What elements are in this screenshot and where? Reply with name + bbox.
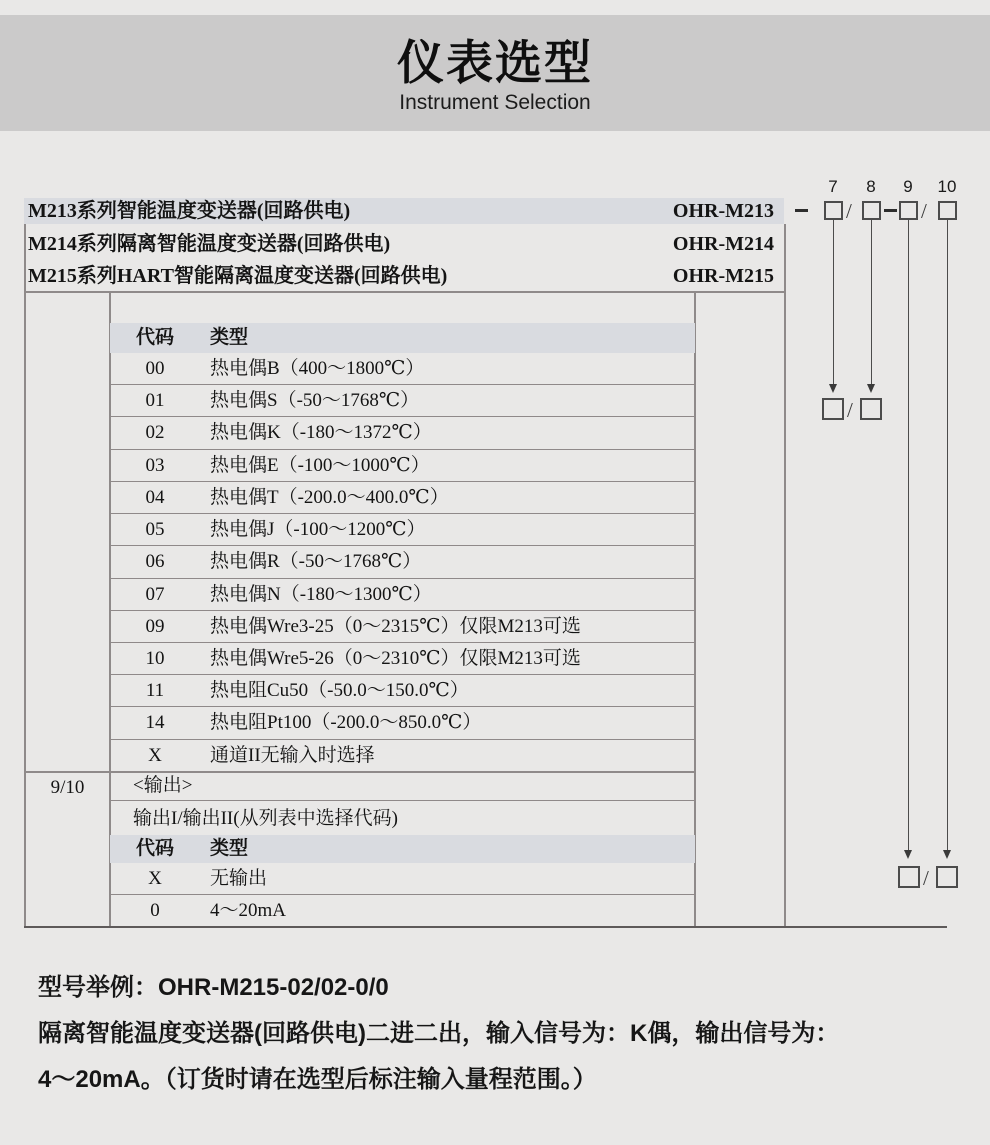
code-box-8 xyxy=(862,201,881,220)
output-description: 输出I/输出II(从列表中选择代码) xyxy=(133,807,398,829)
code-cell: 03 xyxy=(145,454,165,476)
table-row xyxy=(110,643,695,675)
code-cell: 02 xyxy=(145,422,165,444)
table-row xyxy=(110,863,695,895)
code-cell: 00 xyxy=(145,358,165,379)
position-number-10: 10 xyxy=(937,177,957,196)
outer-right-line xyxy=(784,224,786,927)
type-cell: 4～20mA xyxy=(210,899,287,921)
type-cell: 通道II无输入时选择 xyxy=(210,744,375,766)
selection-table xyxy=(110,292,695,927)
dash-separator xyxy=(795,209,808,212)
output-description-row xyxy=(110,801,695,835)
code-cell: X xyxy=(148,867,162,889)
table-row xyxy=(110,417,695,449)
product-model: OHR-M215 xyxy=(672,265,774,287)
table-row xyxy=(110,353,695,385)
model-example xyxy=(38,965,968,1103)
banner xyxy=(0,15,990,131)
header-type: 类型 xyxy=(210,837,249,859)
arrow-line-7 xyxy=(833,220,834,386)
type-cell: 热电偶R（-50～1768℃） xyxy=(210,551,422,573)
slash-separator: / xyxy=(923,866,929,890)
arrow-line-8 xyxy=(871,220,872,386)
product-row-m215 xyxy=(24,263,784,289)
table-row xyxy=(110,579,695,611)
position-number-9: 9 xyxy=(903,177,913,196)
header-type: 类型 xyxy=(210,327,249,348)
code-cell: 14 xyxy=(145,712,165,734)
type-cell: 热电偶K（-180～1372℃） xyxy=(210,422,432,444)
type-cell: 热电偶S（-50～1768℃） xyxy=(210,390,420,412)
code-cell: 05 xyxy=(145,519,165,541)
position-number-7: 7 xyxy=(828,177,838,196)
page-subtitle: Instrument Selection xyxy=(399,91,591,114)
arrowhead-7 xyxy=(829,384,837,393)
output-table-header xyxy=(110,835,695,863)
type-cell: 热电偶T（-200.0～400.0℃） xyxy=(210,486,449,508)
code-box-10 xyxy=(938,201,957,220)
empty-row xyxy=(110,292,695,323)
code-box-7 xyxy=(824,201,843,220)
code-box-9 xyxy=(899,201,918,220)
type-cell: 热电阻Cu50（-50.0～150.0℃） xyxy=(210,680,469,702)
code-cell: 09 xyxy=(145,615,165,637)
product-row-m213 xyxy=(24,198,784,224)
dash-separator xyxy=(884,209,897,212)
table-row xyxy=(110,707,695,739)
arrow-line-9 xyxy=(908,220,909,852)
output-code-box-2 xyxy=(936,866,958,888)
product-model: OHR-M213 xyxy=(672,200,774,222)
type-cell: 热电偶E（-100～1000℃） xyxy=(210,454,430,476)
code-cell: 0 xyxy=(150,899,160,921)
input-code-box-2 xyxy=(860,398,882,420)
arrowhead-10 xyxy=(943,850,951,859)
table-row xyxy=(110,611,695,643)
table-row xyxy=(110,675,695,707)
code-cell: 01 xyxy=(145,390,165,412)
table-row xyxy=(110,482,695,514)
table-row xyxy=(110,514,695,546)
example-line-2: 隔离智能温度变送器(回路供电)二进二出，输入信号为：K偶，输出信号为： xyxy=(38,1020,840,1047)
code-cell: 10 xyxy=(145,647,165,669)
table-row xyxy=(110,546,695,578)
type-cell: 无输出 xyxy=(210,867,268,889)
code-cell: 07 xyxy=(145,583,165,605)
example-line-1: 型号举例：OHR-M215-02/02-0/0 xyxy=(38,974,389,1001)
product-name: M213系列智能温度变送器(回路供电) xyxy=(28,200,351,222)
product-model: OHR-M214 xyxy=(672,233,774,255)
arrowhead-9 xyxy=(904,850,912,859)
output-section-title: <输出> xyxy=(133,774,193,796)
type-cell: 热电阻Pt100（-200.0～850.0℃） xyxy=(210,712,482,734)
code-cell: 04 xyxy=(145,486,165,508)
header-code: 代码 xyxy=(135,837,174,859)
position-number-8: 8 xyxy=(866,177,876,196)
product-name: M215系列HART智能隔离温度变送器(回路供电) xyxy=(28,265,448,287)
code-cell: 11 xyxy=(145,680,165,702)
output-section-title-row xyxy=(110,772,695,801)
table-row xyxy=(110,385,695,417)
table-row xyxy=(110,450,695,482)
product-name: M214系列隔离智能温度变送器(回路供电) xyxy=(28,233,391,255)
type-cell: 热电偶Wre3-25（0～2315℃）仅限M213可选 xyxy=(210,615,581,637)
type-cell: 热电偶J（-100～1200℃） xyxy=(210,519,426,541)
outer-left-line xyxy=(24,224,26,927)
example-line-3: 4～20mA。（订货时请在选型后标注输入量程范围。） xyxy=(38,1066,597,1093)
input-table-header xyxy=(110,323,695,353)
type-cell: 热电偶B（400～1800℃） xyxy=(210,358,425,379)
slash-separator: / xyxy=(847,398,853,422)
type-cell: 热电偶Wre5-26（0～2310℃）仅限M213可选 xyxy=(210,647,581,669)
arrowhead-8 xyxy=(867,384,875,393)
slash-separator: / xyxy=(921,199,927,223)
input-code-box-1 xyxy=(822,398,844,420)
type-cell: 热电偶N（-180～1300℃） xyxy=(210,583,432,605)
table-row xyxy=(110,895,695,927)
header-code: 代码 xyxy=(135,327,174,348)
code-cell: 06 xyxy=(145,551,165,573)
product-row-m214 xyxy=(24,231,784,257)
code-cell: X xyxy=(148,744,162,766)
table-row xyxy=(110,740,695,772)
page-title: 仪表选型 xyxy=(397,36,593,89)
output-code-box-1 xyxy=(898,866,920,888)
arrow-line-10 xyxy=(947,220,948,852)
position-label-9-10: 9/10 xyxy=(50,777,85,798)
slash-separator: / xyxy=(846,199,852,223)
